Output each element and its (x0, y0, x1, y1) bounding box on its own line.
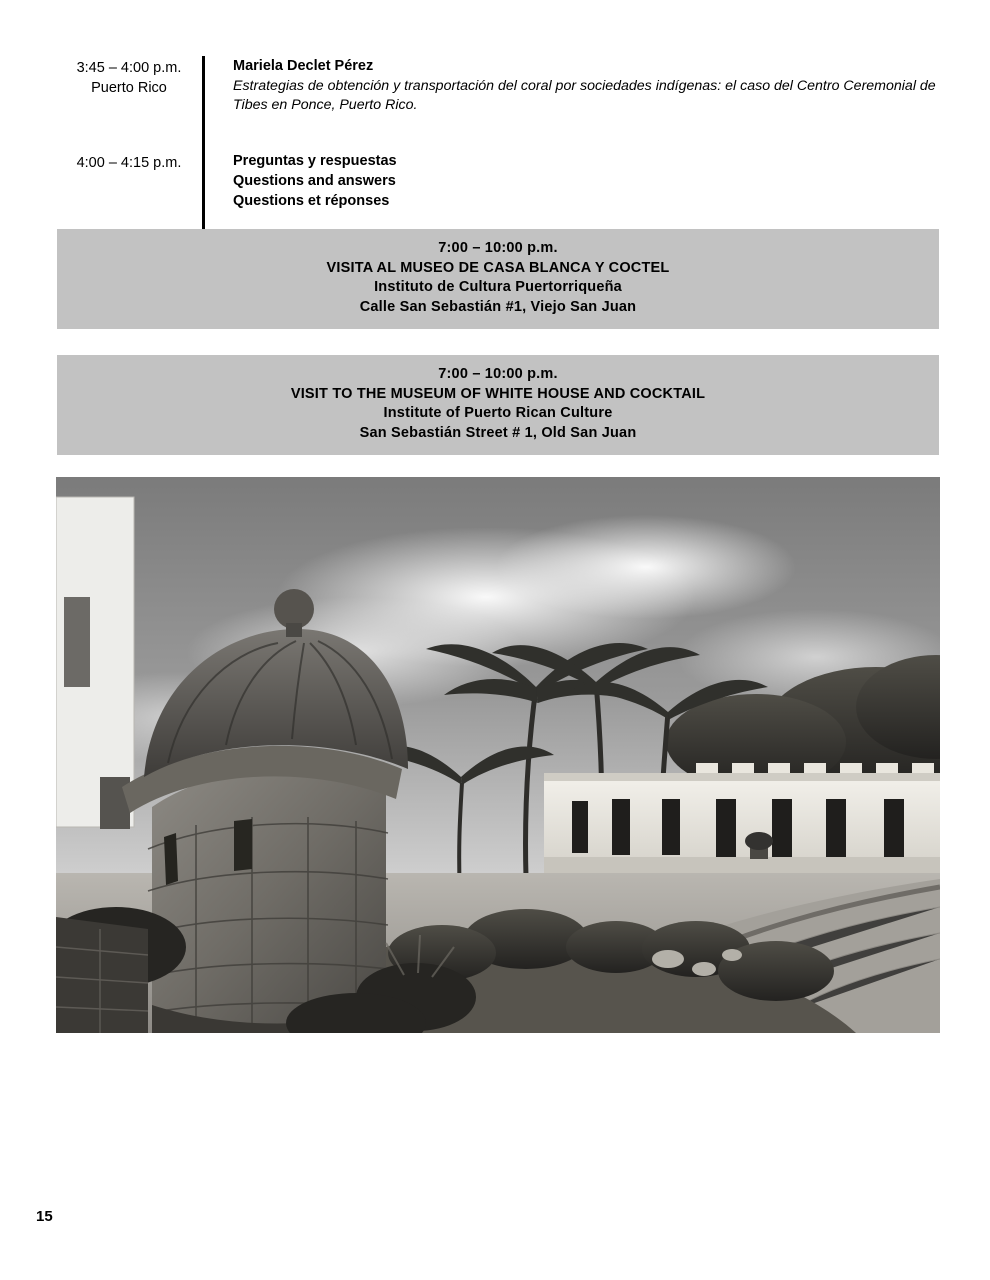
schedule-time (56, 56, 202, 98)
schedule-spacer (56, 115, 936, 151)
banner-time: 7:00 – 10:00 p.m. (438, 240, 558, 256)
schedule-spacer-time (56, 115, 202, 151)
schedule-time-line: 4:00 – 4:15 p.m. (76, 155, 182, 171)
schedule-row (56, 151, 936, 211)
qa-line-spanish: Preguntas y respuestas (233, 153, 397, 169)
banner-venue: Institute of Puerto Rican Culture (383, 405, 613, 421)
photograph-garita-casa-blanca (56, 477, 940, 1033)
qa-line-french: Questions et réponses (233, 193, 390, 209)
schedule-row (56, 56, 936, 115)
schedule-spacer-body (205, 115, 936, 149)
schedule-time-line: Puerto Rico (91, 80, 167, 96)
qa-line-english: Questions and answers (233, 173, 396, 189)
photograph-image (56, 477, 940, 1033)
banner-title: VISITA AL MUSEO DE CASA BLANCA Y COCTEL (326, 259, 670, 276)
speaker-name: Mariela Declet Pérez (233, 58, 374, 74)
schedule-block (56, 56, 936, 247)
event-banner-spanish (57, 229, 939, 329)
banner-address: San Sebastián Street # 1, Old San Juan (359, 424, 637, 441)
schedule-entry (205, 151, 936, 211)
page-number: 15 (36, 1208, 53, 1225)
schedule-entry (205, 56, 936, 115)
talk-title: Estrategias de obtención y transportación del coral por sociedades indígenas: el caso del Centro Ceremonial de Tibes en Ponce, Puerto Rico. (233, 78, 936, 113)
schedule-time-line: 3:45 – 4:00 p.m. (76, 60, 182, 76)
schedule-time (56, 151, 202, 173)
banner-title: VISIT TO THE MUSEUM OF WHITE HOUSE AND COCKTAIL (290, 385, 706, 402)
banner-time: 7:00 – 10:00 p.m. (438, 366, 558, 382)
event-banner-english (57, 355, 939, 455)
banner-venue: Instituto de Cultura Puertorriqueña (374, 279, 622, 295)
banner-address: Calle San Sebastián #1, Viejo San Juan (359, 298, 637, 315)
